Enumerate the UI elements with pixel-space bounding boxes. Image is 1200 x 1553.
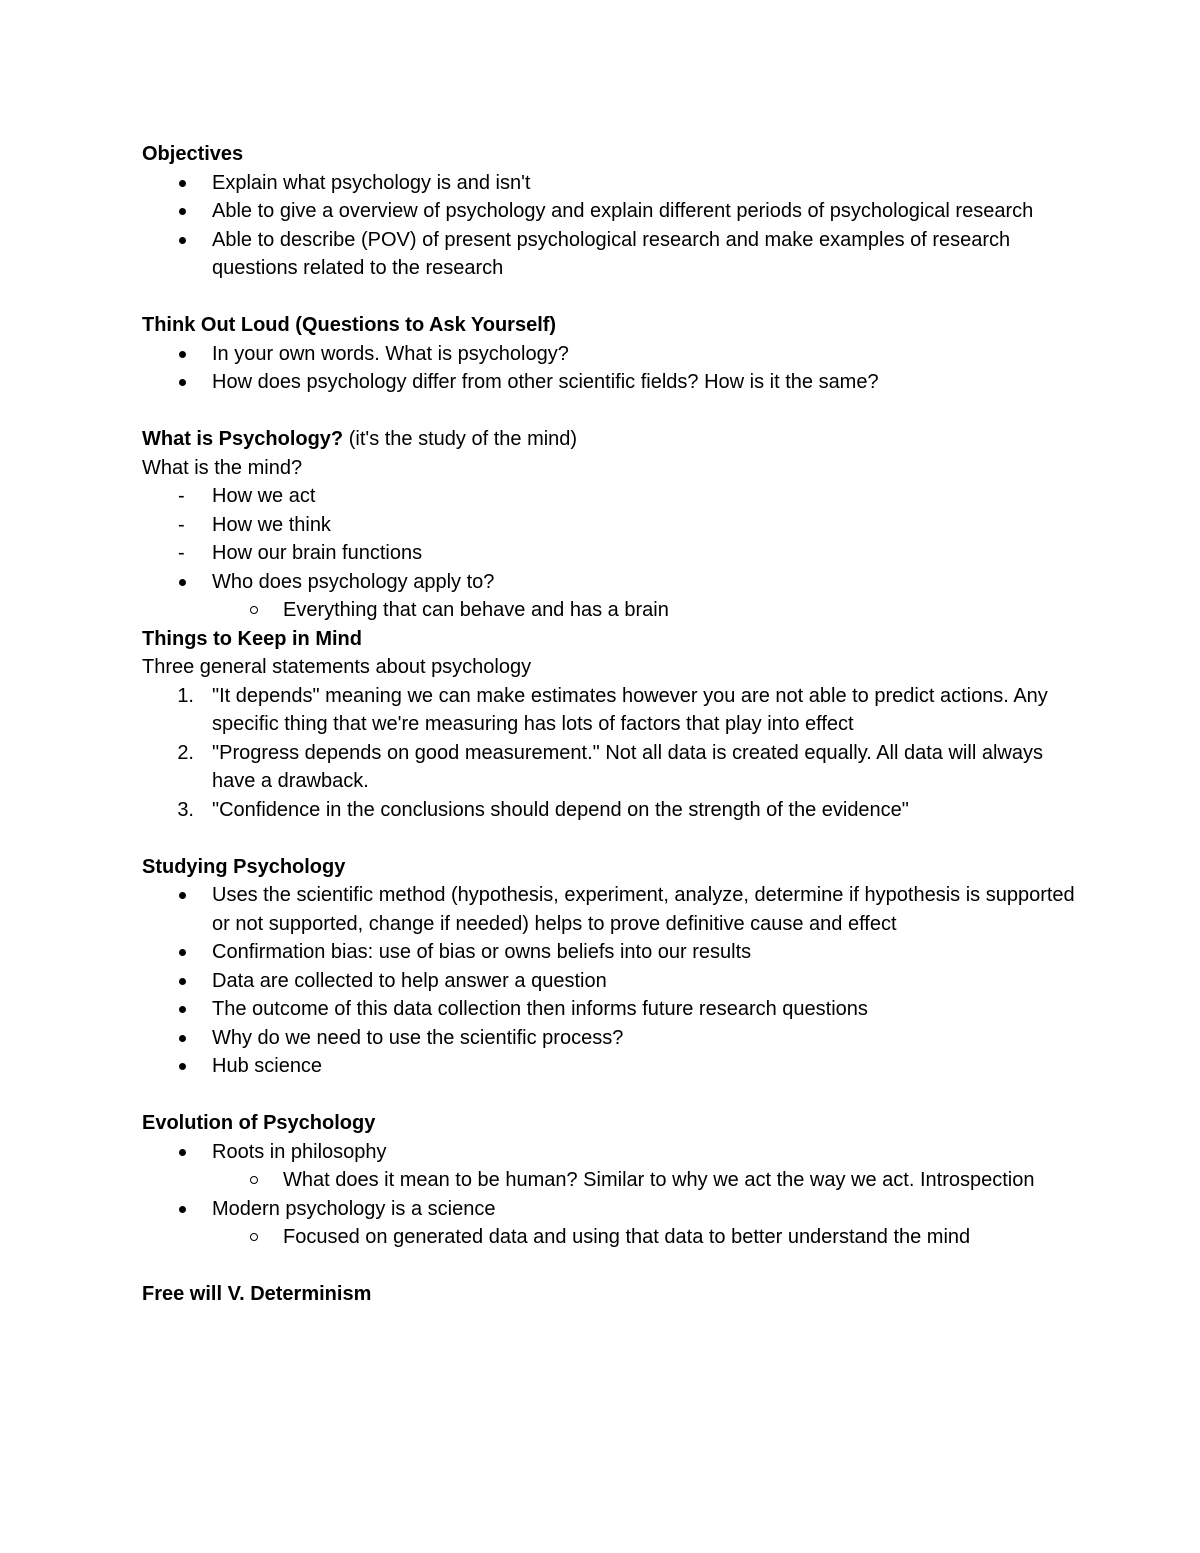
- keep-heading: Things to Keep in Mind: [142, 627, 362, 650]
- studying-item: Confirmation bias: use of bias or owns beliefs into our results: [142, 938, 1082, 967]
- mind-item: - How we act: [142, 482, 1082, 511]
- objectives-heading: Objectives: [142, 143, 244, 165]
- evolution-list: [142, 1138, 1082, 1252]
- studying-item: Hub science: [142, 1052, 1082, 1081]
- studying-item: Data are collected to help answer a question: [142, 967, 1082, 996]
- document-page: [142, 140, 1082, 1309]
- evolution-heading: Evolution of Psychology: [142, 1112, 376, 1134]
- keep-text: "It depends" meaning we can make estimates however you are not able to predict actions. Any specific thing that we're measuring has lots of factors that play into effect: [212, 684, 1048, 735]
- evolution-sub-item: Focused on generated data and using that data to better understand the mind: [142, 1223, 1082, 1252]
- keep-item: [142, 739, 1082, 796]
- mind-item: - How our brain functions: [142, 539, 1082, 568]
- keep-number: 2.: [177, 741, 194, 764]
- keep-item: [142, 796, 1082, 825]
- objective-item: Able to give a overview of psychology and explain different periods of psychological research: [142, 197, 1082, 226]
- keep-number: 1.: [177, 684, 194, 707]
- think-heading: Think Out Loud (Questions to Ask Yourself): [142, 314, 557, 336]
- what-heading-note: (it's the study of the mind): [343, 428, 578, 450]
- free-will-heading: Free will V. Determinism: [142, 1283, 372, 1305]
- keep-list: [142, 682, 1082, 825]
- studying-heading: Studying Psychology: [142, 855, 346, 878]
- studying-item: The outcome of this data collection then informs future research questions: [142, 995, 1082, 1024]
- keep-text: "Confidence in the conclusions should depend on the strength of the evidence": [212, 798, 909, 821]
- studying-item: Why do we need to use the scientific process?: [142, 1024, 1082, 1053]
- think-item: How does psychology differ from other scientific fields? How is it the same?: [142, 368, 1082, 397]
- studying-item: Uses the scientific method (hypothesis, experiment, analyze, determine if hypothesis is supported or not supported, change if needed) helps to prove definitive cause and effect: [142, 881, 1082, 938]
- objective-item: Explain what psychology is and isn't: [142, 169, 1082, 198]
- what-heading: [142, 425, 1082, 454]
- objectives-list: [142, 169, 1082, 283]
- apply-sub-item: Everything that can behave and has a brain: [142, 596, 1082, 625]
- keep-number: 3.: [177, 798, 194, 821]
- what-heading-title: What is Psychology?: [142, 428, 344, 450]
- evolution-item: Modern psychology is a science: [142, 1195, 1082, 1224]
- apply-item: Who does psychology apply to?: [142, 568, 1082, 597]
- what-line: What is the mind?: [142, 456, 303, 479]
- keep-text: "Progress depends on good measurement." Not all data is created equally. All data will always have a drawback.: [212, 741, 1043, 792]
- keep-line: Three general statements about psychology: [142, 656, 532, 678]
- evolution-sub-item: What does it mean to be human? Similar to why we act the way we act. Introspection: [142, 1166, 1082, 1195]
- evolution-item: Roots in philosophy: [142, 1138, 1082, 1167]
- mind-list: [142, 482, 1082, 625]
- objective-item: Able to describe (POV) of present psychological research and make examples of research questions related to the research: [142, 226, 1082, 283]
- mind-item: - How we think: [142, 511, 1082, 540]
- think-list: [142, 340, 1082, 397]
- keep-item: [142, 682, 1082, 739]
- studying-list: [142, 881, 1082, 1081]
- think-item: In your own words. What is psychology?: [142, 340, 1082, 369]
